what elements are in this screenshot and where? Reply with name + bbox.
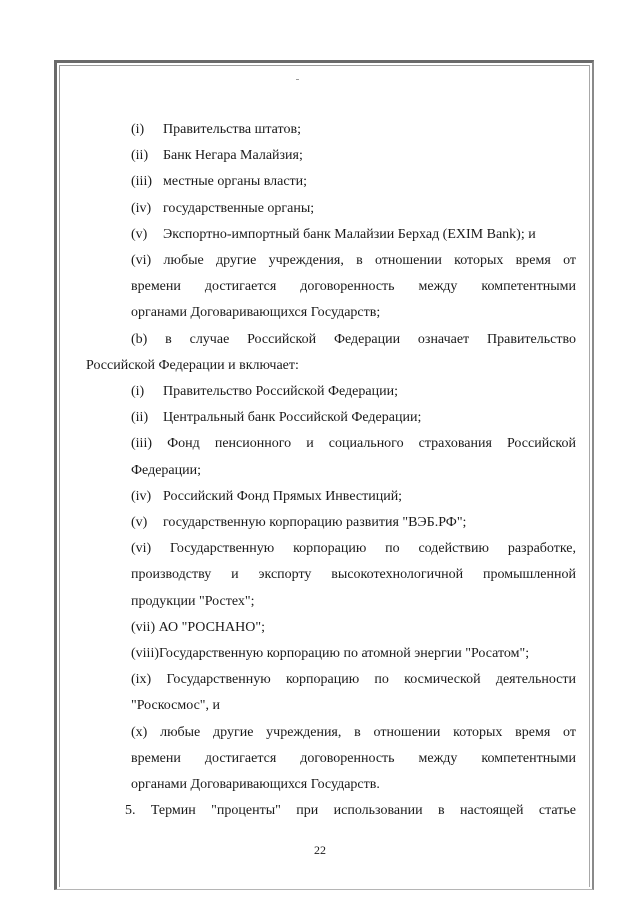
list-text: местные органы власти; <box>163 174 308 190</box>
list-item-line: Федерации; <box>131 462 202 478</box>
list-label: (ii) <box>131 148 149 164</box>
list-item-line: (ix) Государственную корпорацию по космической деятельности <box>131 672 576 688</box>
list-item <box>86 196 576 222</box>
list-text: Экспортно-импортный банк Малайзии Берхад (EXIM Bank); и <box>163 226 536 242</box>
scan-speck <box>296 79 299 80</box>
list-item: (viii)Государственную корпорацию по атомной энергии "Росатом"; <box>131 646 530 662</box>
list-label: (v) <box>131 226 148 242</box>
list-text: Центральный банк Российской Федерации; <box>163 410 422 426</box>
list-label: (vi) <box>131 253 152 269</box>
list-item <box>86 169 576 195</box>
paragraph-line: (b) в случае Российской Федерации означает Правительство <box>131 331 576 347</box>
document-body <box>86 117 576 824</box>
list-item <box>86 484 576 510</box>
list-text: Банк Негара Малайзия; <box>163 148 303 164</box>
list-label: (i) <box>131 384 145 400</box>
list-text: Правительство Российской Федерации; <box>163 384 398 400</box>
list-item <box>86 222 576 248</box>
list-text: Российский Фонд Прямых Инвестиций; <box>163 488 403 504</box>
list-label: (iv) <box>131 488 152 504</box>
list-item-line: (x) любые другие учреждения, в отношении которых время от <box>131 724 576 740</box>
list-item <box>86 405 576 431</box>
list-label: (i) <box>131 122 145 137</box>
list-item-line <box>86 248 576 274</box>
list-item <box>86 143 576 169</box>
paragraph-line: Российской Федерации и включает: <box>86 357 299 373</box>
list-item-line: времени достигается договоренность между компетентными <box>131 750 576 766</box>
list-item-line: органами Договаривающихся Государств. <box>131 777 380 793</box>
list-item-line: (vi) Государственную корпорацию по содействию разработке, <box>131 541 576 557</box>
list-item-line: времени достигается договоренность между компетентными <box>131 279 576 295</box>
list-text: государственные органы; <box>163 200 315 216</box>
list-item <box>86 379 576 405</box>
list-label: (iv) <box>131 200 152 216</box>
list-text: государственную корпорацию развития "ВЭБ.РФ"; <box>163 515 467 531</box>
list-item-line: продукции "Ростех"; <box>131 593 255 609</box>
list-item-line: (iii) Фонд пенсионного и социального страхования Российской <box>131 436 576 452</box>
list-item-line: производству и экспорту высокотехнологичной промышленной <box>131 567 576 583</box>
list-label: (v) <box>131 515 148 531</box>
list-text: Правительства штатов; <box>163 122 301 137</box>
list-item-line: органами Договаривающихся Государств; <box>131 305 381 321</box>
list-item <box>86 510 576 536</box>
list-text: любые другие учреждения, в отношении которых время от <box>163 253 577 269</box>
list-item-line: "Роскосмос", и <box>131 698 220 714</box>
list-label: (iii) <box>131 174 152 190</box>
page-number: 22 <box>314 843 326 857</box>
list-item <box>86 117 576 143</box>
list-label: (ii) <box>131 410 149 426</box>
list-item: (vii) АО "РОСНАНО"; <box>131 619 265 635</box>
paragraph-line: 5. Термин "проценты" при использовании в настоящей статье <box>125 803 576 819</box>
